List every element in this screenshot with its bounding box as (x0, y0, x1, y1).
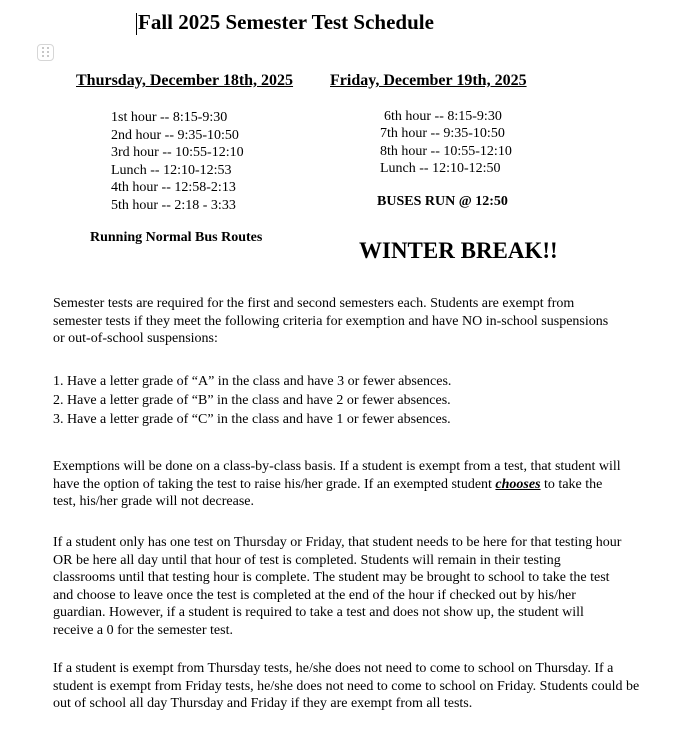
page-title[interactable]: Fall 2025 Semester Test Schedule (138, 10, 434, 34)
thursday-schedule (111, 109, 244, 214)
list-item: 2. Have a letter grade of “B” in the class and have 2 or fewer absences. (53, 393, 451, 408)
exemption-intro-paragraph: Semester tests are required for the first and second semesters each. Students are exempt from semester tests if they meet the following criteria for exemption and have NO in-school suspensions or out-of-school suspensions: (53, 296, 609, 346)
single-test-paragraph: If a student only has one test on Thursday or Friday, that student needs to be here for that testing hour OR be here all day until that hour of test is completed. Students will remain in their testing classrooms until that testing hour is complete. The student may be brought to school to take the test and choose to leave once the test is completed at the end of the hour if checked out by his/her guardian. However, if a student is required to take a test and does not show up, the student will receive a 0 for the semester test. (53, 535, 622, 638)
schedule-line: 7th hour -- 9:35-10:50 (380, 126, 505, 142)
friday-bus-note: BUSES RUN @ 12:50 (377, 194, 508, 209)
list-item: 1. Have a letter grade of “A” in the class and have 3 or fewer absences. (53, 374, 452, 389)
drag-handle-icon[interactable] (37, 44, 54, 61)
schedule-line: Lunch -- 12:10-12:50 (380, 160, 501, 176)
thursday-heading: Thursday, December 18th, 2025 (76, 72, 294, 89)
friday-schedule (380, 108, 512, 177)
list-item: 3. Have a letter grade of “C” in the class and have 1 or fewer absences. (53, 412, 451, 427)
exemption-basis-paragraph (53, 458, 623, 511)
paragraph-text: to take the test, his/her grade will not decrease. (53, 476, 603, 509)
schedule-line: 6th hour -- 8:15-9:30 (384, 109, 502, 124)
thursday-bus-note: Running Normal Bus Routes (90, 230, 263, 245)
emphasized-word: chooses (495, 476, 541, 492)
schedule-line: 1st hour -- 8:15-9:30 (111, 110, 228, 125)
friday-heading: Friday, December 19th, 2025 (330, 72, 527, 89)
schedule-line: 2nd hour -- 9:35-10:50 (111, 127, 239, 143)
exempt-attendance-paragraph: If a student is exempt from Thursday tests, he/she does not need to come to school on Thursday. If a student is exempt from Friday tests, he/she does not need to come to school on Friday. Students could be out of school all day Thursday and Friday if they are exempt from all tests. (53, 661, 640, 711)
exemption-criteria-list (53, 372, 623, 429)
schedule-line: Lunch -- 12:10-12:53 (111, 162, 232, 178)
schedule-line: 8th hour -- 10:55-12:10 (380, 143, 512, 159)
text-cursor (136, 13, 137, 35)
schedule-line: 3rd hour -- 10:55-12:10 (111, 145, 244, 160)
paragraph-text: Exemptions will be done on a class-by-class basis. If a student is exempt from a test, that student will have the option of taking the test to raise his/her grade. If an exempted student (53, 459, 621, 492)
schedule-line: 4th hour -- 12:58-2:13 (111, 180, 236, 195)
schedule-line: 5th hour -- 2:18 - 3:33 (111, 197, 236, 213)
winter-break-banner: WINTER BREAK!! (359, 238, 558, 263)
